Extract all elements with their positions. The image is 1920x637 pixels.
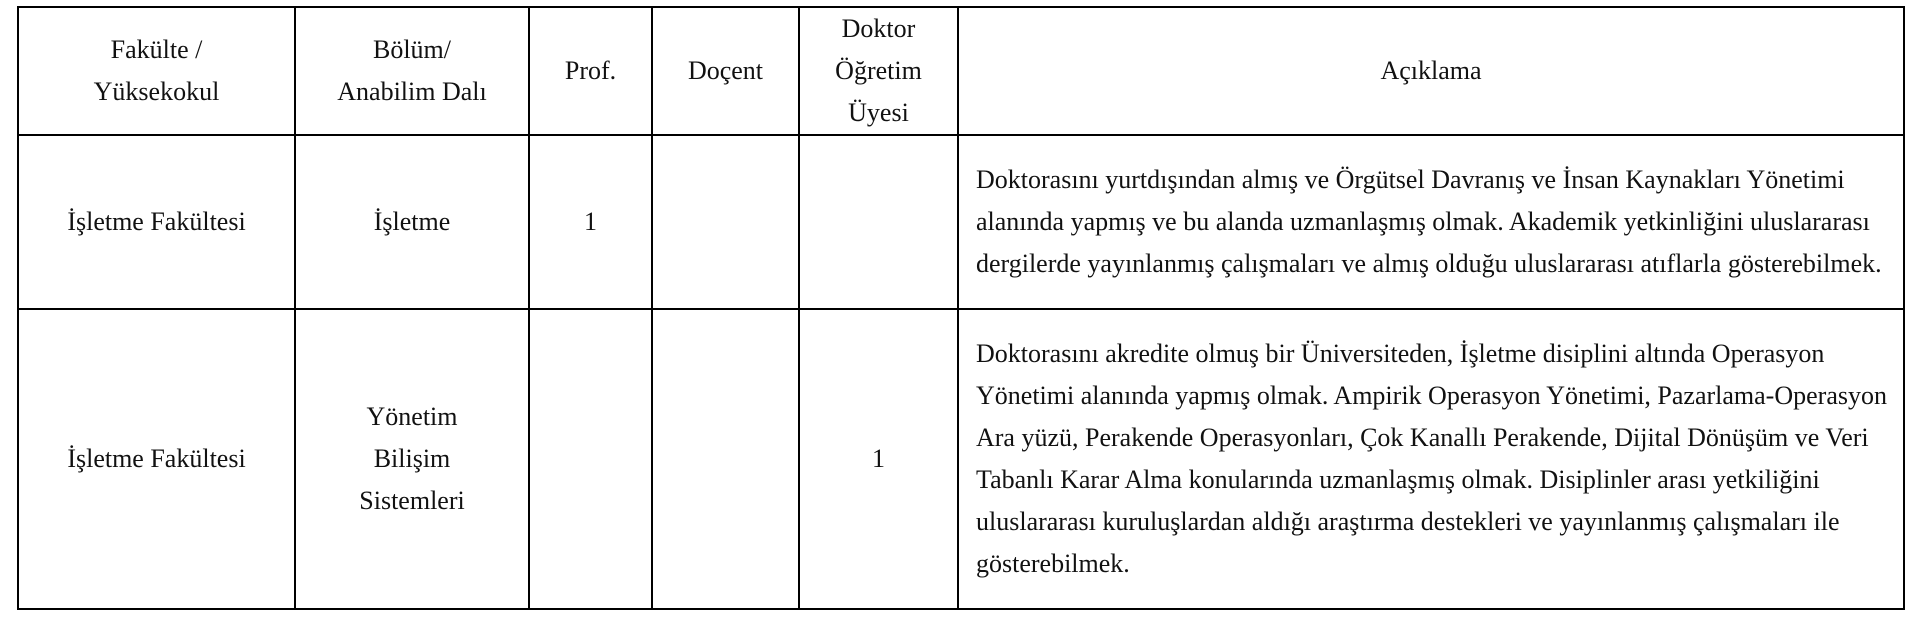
cell-description: Doktorasını akredite olmuş bir Üniversiteden, İşletme disiplini altında Operasyon Yönetimi alanında yapmış olmak. Ampirik Operasyon Yönetimi, Pazarlama-Operasyon Ara yüzü, Perakende Operasyonları, Çok Kanallı Perakende, Dijital Dönüşüm ve Veri Tabanlı Karar Alma konularında uzmanlaşmış olmak. Disiplinler arası yetkiliğini uluslararası kuruluşlardan aldığı araştırma destekleri ve yayınlanmış çalışmaları ile gösterebilmek.	[958, 309, 1904, 609]
table-row	[18, 309, 1904, 609]
header-doctor-faculty-member: Doktor Öğretim Üyesi	[799, 7, 958, 135]
header-docent: Doçent	[652, 7, 799, 135]
header-prof: Prof.	[529, 7, 652, 135]
header-faculty: Fakülte / Yüksekokul	[18, 7, 295, 135]
cell-docent	[652, 309, 799, 609]
header-department: Bölüm/ Anabilim Dalı	[295, 7, 529, 135]
faculty-positions-table	[17, 6, 1905, 610]
cell-description: Doktorasını yurtdışından almış ve Örgütsel Davranış ve İnsan Kaynakları Yönetimi alanında yapmış ve bu alanda uzmanlaşmış olmak. Akademik yetkinliğini uluslararası dergilerde yayınlanmış çalışmaları ve almış olduğu uluslararası atıflarla gösterebilmek.	[958, 135, 1904, 309]
cell-docent	[652, 135, 799, 309]
cell-doctor-faculty-member: 1	[799, 309, 958, 609]
cell-doctor-faculty-member	[799, 135, 958, 309]
cell-department: İşletme	[295, 135, 529, 309]
cell-department: Yönetim Bilişim Sistemleri	[295, 309, 529, 609]
table-row	[18, 135, 1904, 309]
cell-prof	[529, 309, 652, 609]
cell-faculty: İşletme Fakültesi	[18, 309, 295, 609]
table-header-row	[18, 7, 1904, 135]
header-description: Açıklama	[958, 7, 1904, 135]
cell-prof: 1	[529, 135, 652, 309]
cell-faculty: İşletme Fakültesi	[18, 135, 295, 309]
